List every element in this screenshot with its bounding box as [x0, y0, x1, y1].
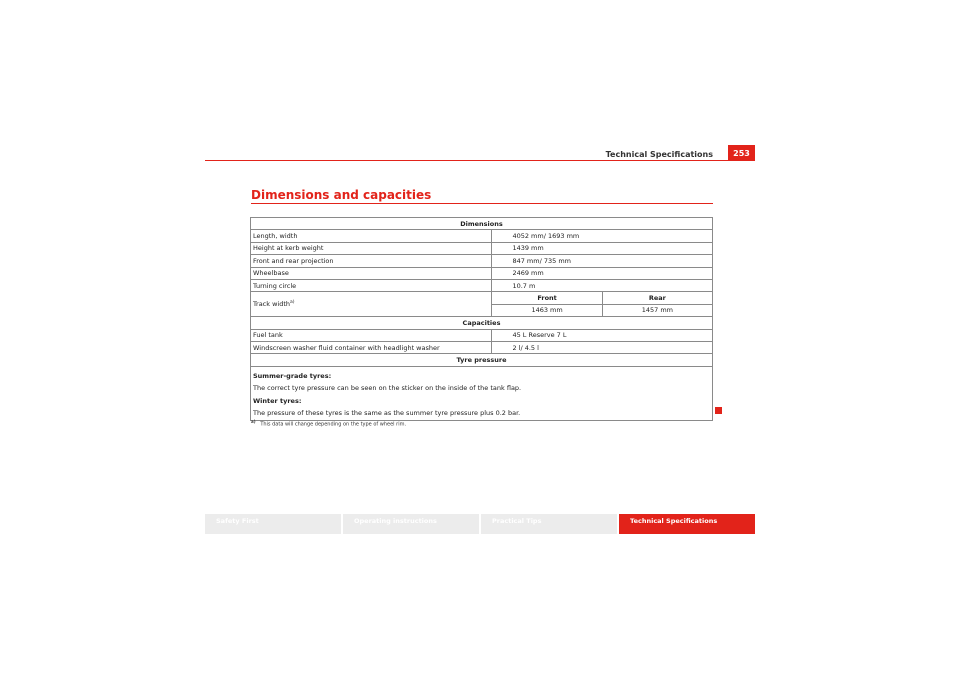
- row-label: Fuel tank: [251, 329, 492, 341]
- track-width-values: [492, 292, 713, 317]
- row-value: 4052 mm/ 1693 mm: [492, 230, 713, 242]
- row-label: Front and rear projection: [251, 255, 492, 267]
- track-rear-heading: Rear: [602, 292, 712, 304]
- table-row: [251, 255, 713, 267]
- tyre-pressure-heading: Tyre pressure: [251, 354, 713, 366]
- table-row: [251, 341, 713, 353]
- footer-tab-safety-first[interactable]: Safety First: [205, 514, 341, 534]
- table-row: [251, 230, 713, 242]
- summer-tyres-label: Summer-grade tyres:: [253, 371, 332, 380]
- section-title: Dimensions and capacities: [251, 188, 432, 202]
- footer-tab-technical-specifications[interactable]: Technical Specifications: [619, 514, 755, 534]
- footnote: [251, 419, 406, 428]
- table-row: [251, 317, 713, 329]
- track-width-label: [251, 292, 492, 317]
- section-end-marker: [715, 407, 722, 414]
- specifications-table: [250, 217, 713, 421]
- dimensions-heading: Dimensions: [251, 218, 713, 230]
- row-value: 2 l/ 4.5 l: [492, 341, 713, 353]
- section-divider: [251, 203, 713, 204]
- table-row: [251, 242, 713, 254]
- row-label: Turning circle: [251, 279, 492, 291]
- footer-tab-operating-instructions[interactable]: Operating instructions: [343, 514, 479, 534]
- capacities-heading: Capacities: [251, 317, 713, 329]
- track-width-text: Track width: [253, 300, 290, 309]
- table-row: [251, 218, 713, 230]
- row-value: 2469 mm: [492, 267, 713, 279]
- running-header-title: Technical Specifications: [605, 150, 713, 159]
- row-value: 1439 mm: [492, 242, 713, 254]
- page-number: 253: [728, 145, 755, 160]
- winter-tyres-label: Winter tyres:: [253, 396, 302, 405]
- track-front-heading: Front: [492, 292, 602, 304]
- footnote-text: This data will change depending on the type of wheel rim.: [260, 421, 407, 428]
- tyre-pressure-content: [251, 366, 713, 421]
- row-label: Windscreen washer fluid container with headlight washer: [251, 341, 492, 353]
- track-width-subtable: [492, 292, 712, 316]
- table-row: [251, 329, 713, 341]
- row-label: Wheelbase: [251, 267, 492, 279]
- footnote-mark: a): [251, 419, 256, 424]
- header-divider: [205, 160, 755, 161]
- row-label: Height at kerb weight: [251, 242, 492, 254]
- row-value: 847 mm/ 735 mm: [492, 255, 713, 267]
- table-row: [251, 292, 713, 317]
- summer-tyres-text: The correct tyre pressure can be seen on the sticker on the inside of the tank flap.: [253, 384, 522, 393]
- table-row: [251, 279, 713, 291]
- table-row: [251, 354, 713, 366]
- footnote-reference: a): [290, 300, 295, 306]
- track-rear-value: 1457 mm: [602, 304, 712, 316]
- table-row: [251, 366, 713, 421]
- row-value: 10.7 m: [492, 279, 713, 291]
- row-value: 45 L Reserve 7 L: [492, 329, 713, 341]
- footer-tab-practical-tips[interactable]: Practical Tips: [481, 514, 617, 534]
- table-row: [251, 267, 713, 279]
- winter-tyres-text: The pressure of these tyres is the same as the summer tyre pressure plus 0.2 bar.: [253, 408, 521, 417]
- row-label: Length, width: [251, 230, 492, 242]
- track-front-value: 1463 mm: [531, 306, 563, 315]
